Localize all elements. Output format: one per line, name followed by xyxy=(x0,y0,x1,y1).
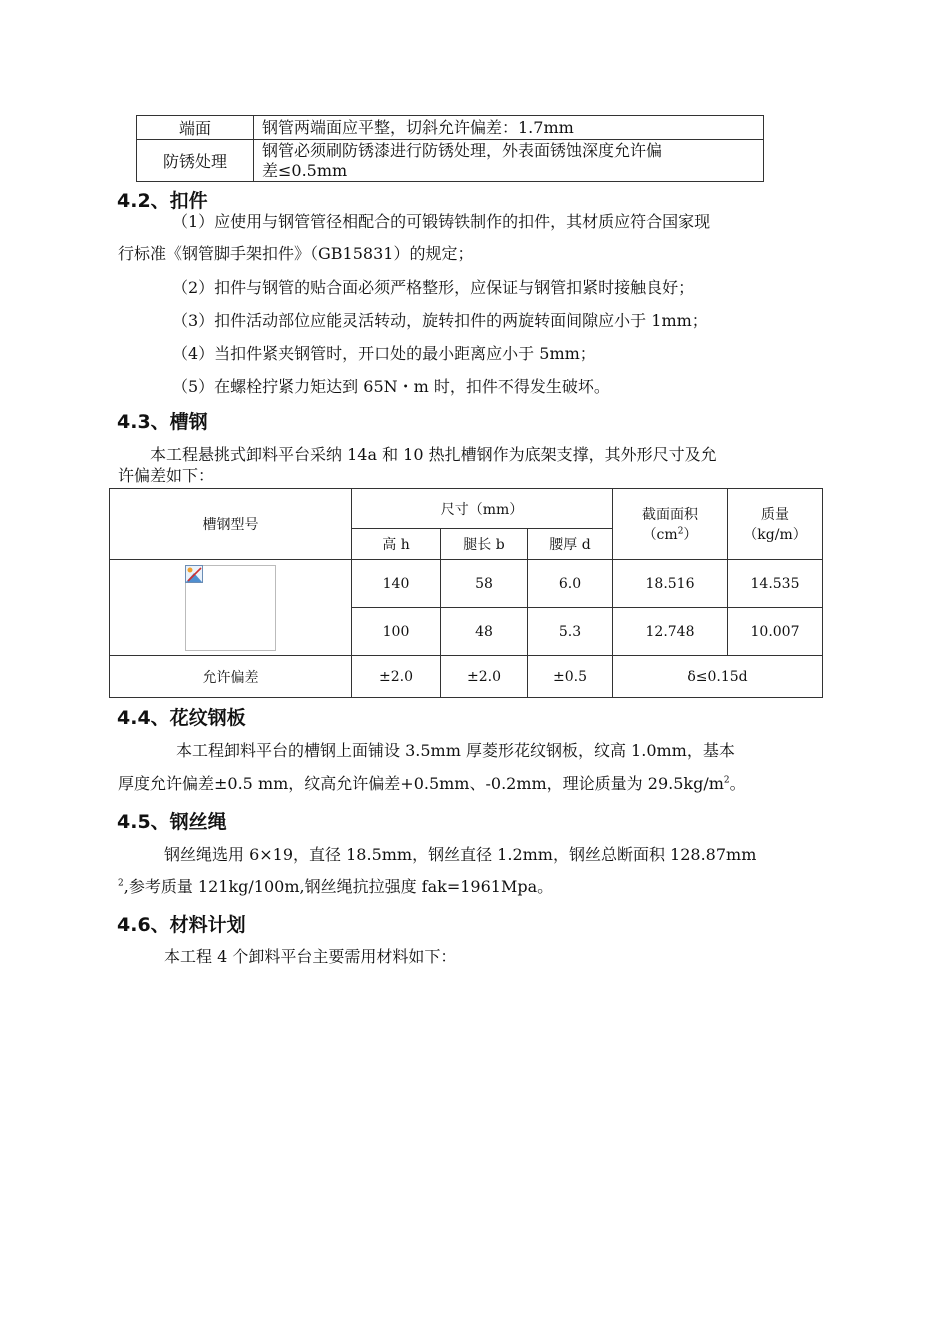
row-label-end-face: 端面 xyxy=(137,116,254,140)
th-waist: 腰厚 d xyxy=(528,529,613,560)
cell-b-2: 48 xyxy=(441,608,528,656)
cell-b-1: 58 xyxy=(441,560,528,608)
s46-line1: 本工程 4 个卸料平台主要需用材料如下： xyxy=(164,947,457,966)
tolerance-table xyxy=(136,115,764,182)
th-model: 槽钢型号 xyxy=(110,489,352,560)
cell-d-1: 6.0 xyxy=(528,560,613,608)
heading-4-3: 4.3、槽钢 xyxy=(117,411,208,433)
tol-h: ±2.0 xyxy=(352,656,441,698)
s43-intro-line1: 本工程悬挑式卸料平台采纳 14a 和 10 热扎槽钢作为底架支撑，其外形尺寸及允 xyxy=(150,445,717,464)
cell-mass-1: 14.535 xyxy=(728,560,823,608)
s43-intro-line2: 许偏差如下： xyxy=(118,466,215,485)
broken-image-icon xyxy=(185,565,203,583)
heading-4-2: 4.2、扣件 xyxy=(117,190,208,212)
s45-line1: 钢丝绳选用 6×19，直径 18.5mm，钢丝直径 1.2mm，钢丝总断面积 128.87mm xyxy=(164,845,757,864)
rust-line-1: 钢管必须刷防锈漆进行防锈处理，外表面锈蚀深度允许偏 xyxy=(262,140,663,160)
th-area xyxy=(613,489,728,560)
s42-p2: （2）扣件与钢管的贴合面必须严格整形，应保证与钢管扣紧时接触良好； xyxy=(172,278,695,297)
rust-line-2: 差≤0.5mm xyxy=(262,160,348,180)
s42-p4: （4）当扣件紧夹钢管时，开口处的最小距离应小于 5mm； xyxy=(172,344,596,363)
s44-line2: 厚度允许偏差±0.5 mm，纹高允许偏差+0.5mm、-0.2mm，理论质量为 $29.5kg/m^2$。 xyxy=(118,774,746,793)
heading-4-4: 4.4、花纹钢板 xyxy=(117,707,246,729)
heading-4-6: 4.6、材料计划 xyxy=(117,914,246,936)
tol-label: 允许偏差 xyxy=(110,656,352,698)
tol-b: ±2.0 xyxy=(441,656,528,698)
s42-p3: （3）扣件活动部位应能灵活转动，旋转扣件的两旋转面间隙应小于 1mm； xyxy=(172,311,708,330)
channel-steel-table xyxy=(109,488,823,698)
th-high: 高 h xyxy=(352,529,441,560)
th-size: 尺寸（mm） xyxy=(352,489,613,529)
cell-h-2: 100 xyxy=(352,608,441,656)
tol-area-mass: δ≤0.15d xyxy=(613,656,823,698)
row-value-rust xyxy=(254,140,764,182)
cell-mass-2: 10.007 xyxy=(728,608,823,656)
channel-image-cell xyxy=(110,560,352,656)
row-label-rust: 防锈处理 xyxy=(137,140,254,182)
th-mass xyxy=(728,489,823,560)
s42-p1-line2: 行标准《钢管脚手架扣件》（GB15831）的规定； xyxy=(118,244,474,263)
row-value-end-face: 钢管两端面应平整，切斜允许偏差：1.7mm xyxy=(254,116,764,140)
tol-d: ±0.5 xyxy=(528,656,613,698)
th-leg: 腿长 b xyxy=(441,529,528,560)
s42-p1-line1: （1）应使用与钢管管径相配合的可锻铸铁制作的扣件，其材质应符合国家现 xyxy=(172,212,711,231)
cell-area-2: 12.748 xyxy=(613,608,728,656)
th-area-unit: $(cm^2)$ xyxy=(642,526,698,543)
s44-line1: 本工程卸料平台的槽钢上面铺设 3.5mm 厚菱形花纹钢板，纹高 1.0mm，基本 xyxy=(176,741,735,760)
heading-4-5: 4.5、钢丝绳 xyxy=(117,811,227,833)
th-mass-unit: （kg/m） xyxy=(743,527,807,543)
s45-line2: $^2$,参考质量 121kg/100m,钢丝绳抗拉强度 fak=1961Mpa。 xyxy=(118,877,554,896)
th-mass-label: 质量 xyxy=(761,507,789,523)
channel-section-image xyxy=(185,565,276,651)
cell-area-1: 18.516 xyxy=(613,560,728,608)
th-area-label: 截面面积 xyxy=(642,507,698,523)
s42-p5: （5）在螺栓拧紧力矩达到 65N・m 时，扣件不得发生破坏。 xyxy=(172,377,610,396)
cell-h-1: 140 xyxy=(352,560,441,608)
cell-d-2: 5.3 xyxy=(528,608,613,656)
